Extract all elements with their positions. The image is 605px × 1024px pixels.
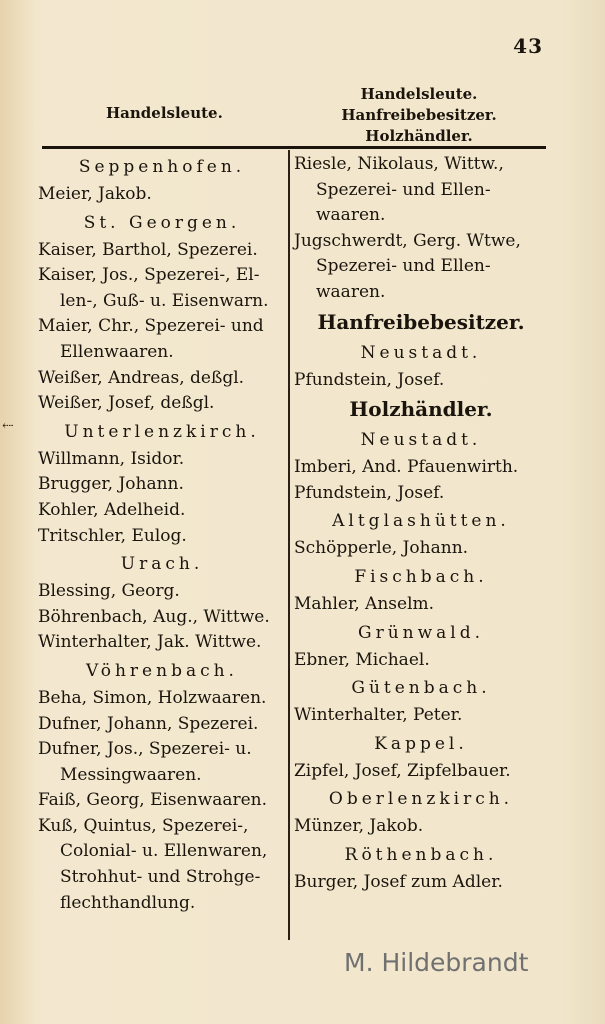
directory-entry: Dufner, Jos., Spezerei- u. <box>38 739 252 760</box>
section-heading: Holzhändler. <box>349 397 493 422</box>
directory-entry: Böhrenbach, Aug., Wittwe. <box>38 606 270 627</box>
entry-continuation: Strohhut- und Strohge- <box>60 867 261 888</box>
running-header-left: Handelsleute. <box>106 104 223 122</box>
directory-entry: Kaiser, Jos., Spezerei-, El- <box>38 265 260 286</box>
page-number: 43 <box>513 34 543 58</box>
directory-entry: Brugger, Johann. <box>38 474 184 495</box>
place-heading: Urach. <box>120 554 204 575</box>
directory-entry: Faiß, Georg, Eisenwaaren. <box>38 790 268 811</box>
place-heading: Fischbach. <box>354 566 488 587</box>
directory-entry: Pfundstein, Josef. <box>294 482 445 503</box>
running-header-right-line1: Handelsleute. Hanfreibebesitzer. <box>341 85 497 124</box>
directory-entry: Kohler, Adelheid. <box>38 499 186 520</box>
place-heading: Gütenbach. <box>351 678 491 699</box>
margin-mark: ⇠ <box>2 418 14 434</box>
directory-entry: Dufner, Johann, Spezerei. <box>38 713 259 734</box>
place-heading: Röthenbach. <box>344 844 498 865</box>
place-heading: Unterlenzkirch. <box>64 421 260 442</box>
watermark-text: M. Hildebrandt <box>344 948 529 977</box>
directory-entry: Ebner, Michael. <box>294 649 430 670</box>
directory-entry: Weißer, Josef, deßgl. <box>38 393 215 414</box>
directory-entry: Riesle, Nikolaus, Wittw., <box>294 154 504 174</box>
place-heading: Kappel. <box>374 733 468 754</box>
entry-continuation: waaren. <box>316 205 386 226</box>
directory-entry: Meier, Jakob. <box>38 184 152 204</box>
directory-entry: Imberi, And. Pfauenwirth. <box>294 457 519 478</box>
entry-continuation: Messingwaaren. <box>60 764 202 785</box>
directory-entry: Maier, Chr., Spezerei- und <box>38 316 264 337</box>
directory-entry: Kaiser, Barthol, Spezerei. <box>38 239 258 260</box>
entry-continuation: Spezerei- und Ellen- <box>316 179 491 200</box>
left-column <box>38 152 286 916</box>
directory-entry: Kuß, Quintus, Spezerei-, <box>38 815 249 836</box>
entry-continuation: flechthandlung. <box>60 892 196 913</box>
place-heading: St. Georgen. <box>83 212 241 233</box>
directory-entry: Zipfel, Josef, Zipfelbauer. <box>294 760 511 781</box>
directory-entry: Beha, Simon, Holzwaaren. <box>38 687 267 708</box>
place-heading: Neustadt. <box>360 430 482 451</box>
directory-entry: Blessing, Georg. <box>38 581 180 602</box>
entry-continuation: Colonial- u. Ellenwaren, <box>60 841 268 862</box>
directory-entry: Weißer, Andreas, deßgl. <box>38 367 245 388</box>
column-divider <box>288 150 290 940</box>
running-header-right-line2: Holzhändler. <box>365 127 473 145</box>
directory-entry: Schöpperle, Johann. <box>294 538 469 559</box>
directory-entry: Winterhalter, Peter. <box>294 705 463 726</box>
directory-entry: Burger, Josef zum Adler. <box>294 871 503 892</box>
directory-entry: Tritschler, Eulog. <box>38 525 187 546</box>
place-heading: Vöhrenbach. <box>86 660 238 681</box>
place-heading: Neustadt. <box>360 342 482 363</box>
running-header-right <box>294 84 544 147</box>
place-heading: Altglashütten. <box>332 511 510 532</box>
directory-entry: Winterhalter, Jak. Wittwe. <box>38 632 262 653</box>
entry-continuation: Ellenwaaren. <box>60 341 174 362</box>
place-heading: Seppenhofen. <box>78 157 246 177</box>
directory-entry: Willmann, Isidor. <box>38 448 185 469</box>
entry-continuation: waaren. <box>316 281 386 302</box>
place-heading: Grünwald. <box>357 622 484 643</box>
place-heading: Oberlenzkirch. <box>328 789 514 810</box>
entry-continuation: len-, Guß- u. Eisenwarn. <box>60 290 269 311</box>
right-column <box>294 152 548 896</box>
header-rule <box>42 146 546 149</box>
entry-continuation: Spezerei- und Ellen- <box>316 256 491 277</box>
directory-entry: Münzer, Jakob. <box>294 816 424 837</box>
directory-entry: Pfundstein, Josef. <box>294 369 445 390</box>
directory-entry: Jugschwerdt, Gerg. Wtwe, <box>294 230 521 251</box>
section-heading: Hanfreibebesitzer. <box>317 309 525 334</box>
directory-entry: Mahler, Anselm. <box>294 593 435 614</box>
